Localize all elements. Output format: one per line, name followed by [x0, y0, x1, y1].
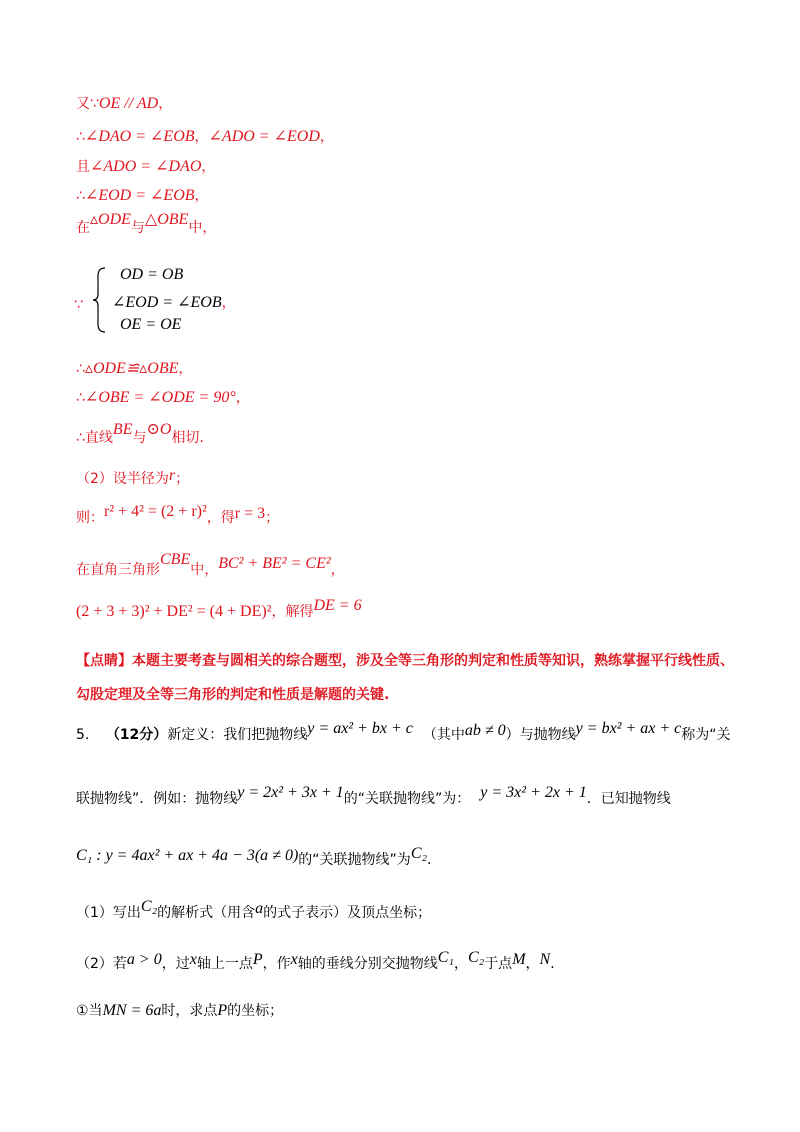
question-text: 轴上一点 — [196, 956, 253, 972]
math-expression: P — [252, 951, 263, 968]
question-text: ①当 — [76, 1003, 103, 1019]
math-expression: ∠EOD = ∠EOB — [112, 294, 222, 311]
system-equation-2 — [112, 292, 236, 312]
left-brace — [92, 266, 108, 334]
math-expression: ∠ADO = ∠EOD — [208, 128, 320, 145]
math-expression: P — [217, 1002, 228, 1019]
question-text: 的坐标； — [227, 1003, 284, 1019]
punctuation: ， — [319, 129, 334, 145]
math-expression: y = 2x² + 3x + 1 — [237, 784, 344, 801]
therefore-prefix: ∴ — [76, 188, 85, 204]
and-prefix: 且 — [76, 159, 90, 175]
question-5-line-1 — [76, 720, 731, 743]
conjunction: 中， — [190, 562, 219, 578]
question-text: 的“关联抛物线”为： — [343, 791, 471, 807]
math-expression: C₁ : y = 4ax² + ax + 4a − 3(a ≠ 0) — [76, 847, 299, 864]
punctuation: ， — [525, 956, 540, 972]
because-sign: ∵ — [74, 297, 83, 313]
therefore-line-prefix: ∴直线 — [76, 430, 113, 446]
question-text: 的“关联抛物线”为 — [298, 852, 411, 868]
question-5-line-2 — [76, 784, 671, 807]
math-expression: N — [539, 951, 551, 968]
question-text: 轴的垂线分别交抛物线 — [297, 956, 438, 972]
question-text: 新定义：我们把抛物线 — [167, 727, 308, 743]
proof-line-3 — [76, 159, 215, 175]
conjunction: 与 — [130, 220, 145, 236]
math-expression: ⊙O — [146, 421, 172, 438]
part2-line-3 — [76, 551, 345, 578]
math-expression: M — [512, 951, 526, 968]
question-5-line-3 — [76, 845, 432, 868]
conjunction: 与 — [132, 430, 147, 446]
therefore-prefix: ∴ — [76, 129, 85, 145]
part2-line-1 — [76, 467, 190, 487]
math-expression: MN = 6a — [102, 1002, 162, 1019]
question-text: 称为“关 — [681, 727, 731, 743]
math-expression: a > 0 — [126, 951, 162, 968]
punctuation: ， — [453, 956, 468, 972]
system-equation-3: OE = OE — [120, 316, 182, 333]
proof-line-1 — [76, 96, 172, 112]
comment-text: 勾股定理及全等三角形的判定和性质是解题的关键. — [76, 687, 390, 703]
proof-line-7 — [76, 390, 250, 406]
question-number: 5. — [76, 727, 90, 743]
comment-line-1 — [76, 654, 734, 668]
math-expression: C₂ — [140, 898, 158, 915]
math-expression: DE = 6 — [313, 597, 362, 614]
math-expression: r — [168, 467, 176, 484]
conjunction: ，解得 — [271, 604, 314, 620]
math-expression: x — [189, 951, 197, 968]
question-text: ，作 — [262, 956, 291, 972]
punctuation: ； — [265, 510, 280, 526]
in-prefix: 在 — [76, 220, 90, 236]
math-expression: y = bx² + ax + c — [575, 720, 682, 737]
math-expression: ∠EOD = ∠EOB — [84, 187, 195, 204]
punctuation: 中， — [188, 220, 217, 236]
punctuation: 相切. — [171, 430, 204, 446]
math-expression: C₂ — [410, 845, 428, 862]
punctuation: ； — [175, 471, 190, 487]
math-expression: ▵ODE — [90, 211, 131, 228]
question-text: 时，求点 — [161, 1003, 218, 1019]
in-right-triangle: 在直角三角形 — [76, 562, 160, 578]
math-expression: △OBE — [144, 211, 189, 228]
math-expression: C₂ — [467, 949, 485, 966]
math-expression: ▵ODE≌▵OBE — [84, 360, 179, 377]
math-expression: r² + 4² = (2 + r)² — [104, 503, 207, 520]
then-prefix: 则： — [76, 510, 104, 526]
punctuation: ， — [194, 129, 209, 145]
comment-line-2 — [76, 688, 389, 702]
question-text: ．已知抛物线 — [586, 791, 671, 807]
because-prefix: 又∵ — [76, 96, 99, 112]
punctuation: . — [427, 852, 432, 868]
question-text: 于点 — [484, 956, 513, 972]
question-text: 的解析式（用含 — [157, 905, 256, 921]
math-expression: (2 + 3 + 3)² + DE² = (4 + DE)² — [76, 603, 272, 620]
punctuation: ， — [330, 562, 345, 578]
math-expression: BC² + BE² = CE² — [218, 555, 331, 572]
math-expression: C₁ — [437, 949, 454, 966]
math-expression: OE // AD — [98, 95, 159, 112]
part-label: （2）设半径为 — [76, 471, 169, 487]
therefore-prefix: ∴ — [76, 361, 85, 377]
part2-line-2 — [76, 503, 280, 526]
math-expression: r = 3 — [234, 505, 266, 522]
proof-line-4 — [76, 188, 209, 204]
punctuation: ， — [201, 159, 216, 175]
punctuation: ， — [194, 188, 209, 204]
proof-line-5 — [76, 211, 217, 236]
conjunction: ，得 — [206, 510, 235, 526]
punctuation: ， — [158, 96, 173, 112]
math-expression: y = ax² + bx + c — [307, 720, 413, 737]
question-5-sub-2 — [76, 949, 565, 972]
punctuation: ． — [550, 956, 565, 972]
question-text: ，过 — [161, 956, 190, 972]
question-text: ）与抛物线 — [505, 727, 576, 743]
question-5-sub-2-1 — [76, 1003, 283, 1019]
math-expression: ∠ADO = ∠DAO — [90, 158, 202, 175]
question-text: （2）若 — [76, 956, 127, 972]
math-expression: ∠DAO = ∠EOB — [84, 128, 195, 145]
question-text: （1）写出 — [76, 905, 141, 921]
system-equation-1: OD = OB — [120, 266, 184, 283]
math-expression: y = 3x² + 2x + 1 — [480, 784, 587, 801]
therefore-prefix: ∴ — [76, 390, 85, 406]
comment-text: 本题主要考查与圆相关的综合题型，涉及全等三角形的判定和性质等知识，熟练掌握平行线性质、 — [132, 653, 734, 669]
question-5-sub-1 — [76, 898, 432, 921]
question-text: （其中 — [422, 727, 465, 743]
math-expression: x — [290, 951, 298, 968]
proof-line-8 — [76, 421, 204, 446]
punctuation: ， — [221, 295, 236, 311]
punctuation: ， — [235, 390, 250, 406]
part2-line-4 — [76, 597, 362, 620]
comment-tag: 【点睛】 — [76, 653, 132, 669]
punctuation: ， — [178, 361, 193, 377]
proof-line-2 — [76, 129, 334, 145]
math-expression: a — [255, 900, 264, 917]
proof-line-6 — [76, 361, 192, 377]
math-expression: ∠OBE = ∠ODE = 90° — [84, 389, 236, 406]
question-text: 联抛物线”．例如：抛物线 — [76, 791, 238, 807]
question-text: 的式子表示）及顶点坐标； — [263, 905, 432, 921]
question-points: （12分） — [105, 727, 168, 743]
because-symbol — [74, 298, 83, 312]
math-expression: BE — [112, 421, 133, 438]
math-expression: ab ≠ 0 — [464, 722, 506, 739]
math-expression: CBE — [160, 551, 191, 568]
